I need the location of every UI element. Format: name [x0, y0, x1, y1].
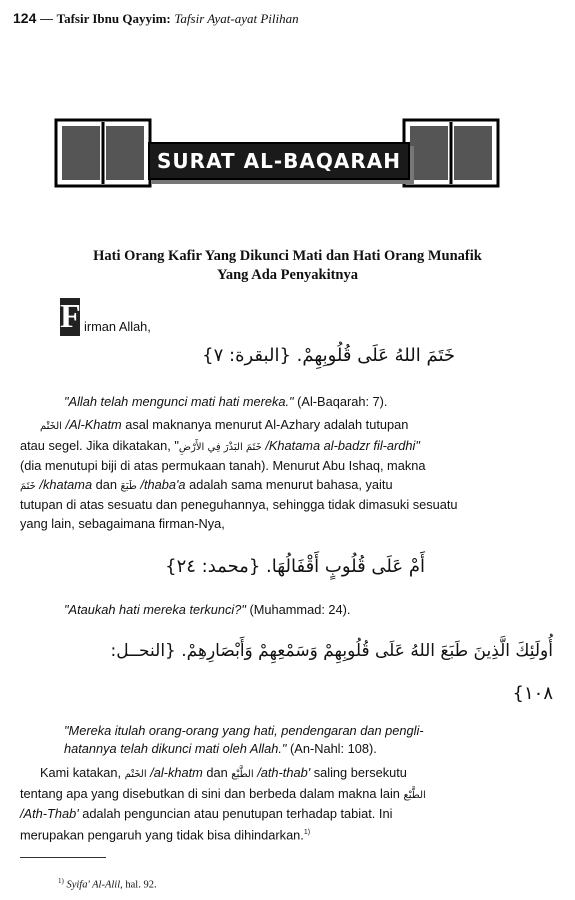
verse-2-translation: "Ataukah hati mereka terkunci?" (Muhammad: 24).	[64, 602, 351, 617]
header-dash: —	[39, 11, 53, 26]
verse-3-translation-2: hatannya telah dikunci mati oleh Allah." (An-Nahl: 108).	[64, 741, 377, 756]
heading-line-1: Hati Orang Kafir Yang Dikunci Mati dan Hati Orang Munafik	[93, 248, 482, 264]
drop-cap: F	[60, 298, 81, 335]
verse-3-translation-1: "Mereka itulah orang-orang yang hati, pendengaran dan pengli-	[64, 723, 424, 738]
paragraph-1: الخَتْم /Al-Khatm asal maknanya menurut Al-Azhary adalah tutupan atau segel. Jika dikatakan, "خَتَمَ البَذْرَ فِي الأَرْضِ /Khatama al-badzr fil-ardhi" (dia menutupi biji di atas permukaan tanah). Menurut Abu Ishaq, makna خَتَمَ /khatama dan طَبَعَ /thaba'a adalah sama menurut bahasa, yaitu tutupan di atas sesuatu dan peneguhannya, sehingga tidak dimasuki sesuatu yang lain, sebagaimana firman-Nya,	[20, 417, 458, 531]
heading-line-2: Yang Ada Penyakitnya	[216, 267, 358, 283]
open-book-icon	[402, 118, 500, 188]
verse-1-translation: "Allah telah mengunci mati hati mereka." (Al-Baqarah: 7).	[64, 394, 388, 409]
open-book-icon	[54, 118, 152, 188]
verse-1-arabic: خَتَمَ اللهُ عَلَى قُلُوبِهِمْ. {البقرة: ٧}	[202, 345, 455, 366]
book-subtitle: Tafsir Ayat-ayat Pilihan	[174, 11, 299, 26]
section-heading	[24, 247, 551, 285]
verse-3-arabic-line-1: أُولَئِكَ الَّذِينَ طَبَعَ اللهُ عَلَى قُلُوبِهِمْ وَسَمْعِهِمْ وَأَبْصَارِهِمْ. {النحــل:	[110, 641, 553, 661]
chapter-title: SURAT AL-BAQARAH	[148, 142, 410, 180]
running-header	[13, 10, 299, 27]
footnote: $^{1)}$ Syifa' Al-Alil, hal. 92.	[58, 877, 157, 891]
verse-2-arabic: أَمْ عَلَى قُلُوبٍ أَقْفَالُهَا. {محمد: ٢٤}	[165, 556, 425, 577]
chapter-banner	[54, 118, 500, 193]
book-title: Tafsir Ibnu Qayyim:	[56, 11, 171, 26]
intro-text: irman Allah,	[84, 319, 151, 334]
verse-3-arabic-line-2: ١٠٨}	[512, 683, 553, 704]
paragraph-2: Kami katakan, الخَتْم /al-khatm dan الطَّبْع /ath-thab' saling bersekutu tentang apa yang disebutkan di sini dan berbeda dalam makna lain الطَّبْع /Ath-Thab' adalah penguncian atau penutupan terhadap tabiat. Ini merupakan pengaruh yang tidak bisa dihindarkan.$^{1)}$	[20, 765, 426, 843]
footnote-divider	[20, 857, 106, 858]
page-number: 124	[13, 10, 37, 26]
